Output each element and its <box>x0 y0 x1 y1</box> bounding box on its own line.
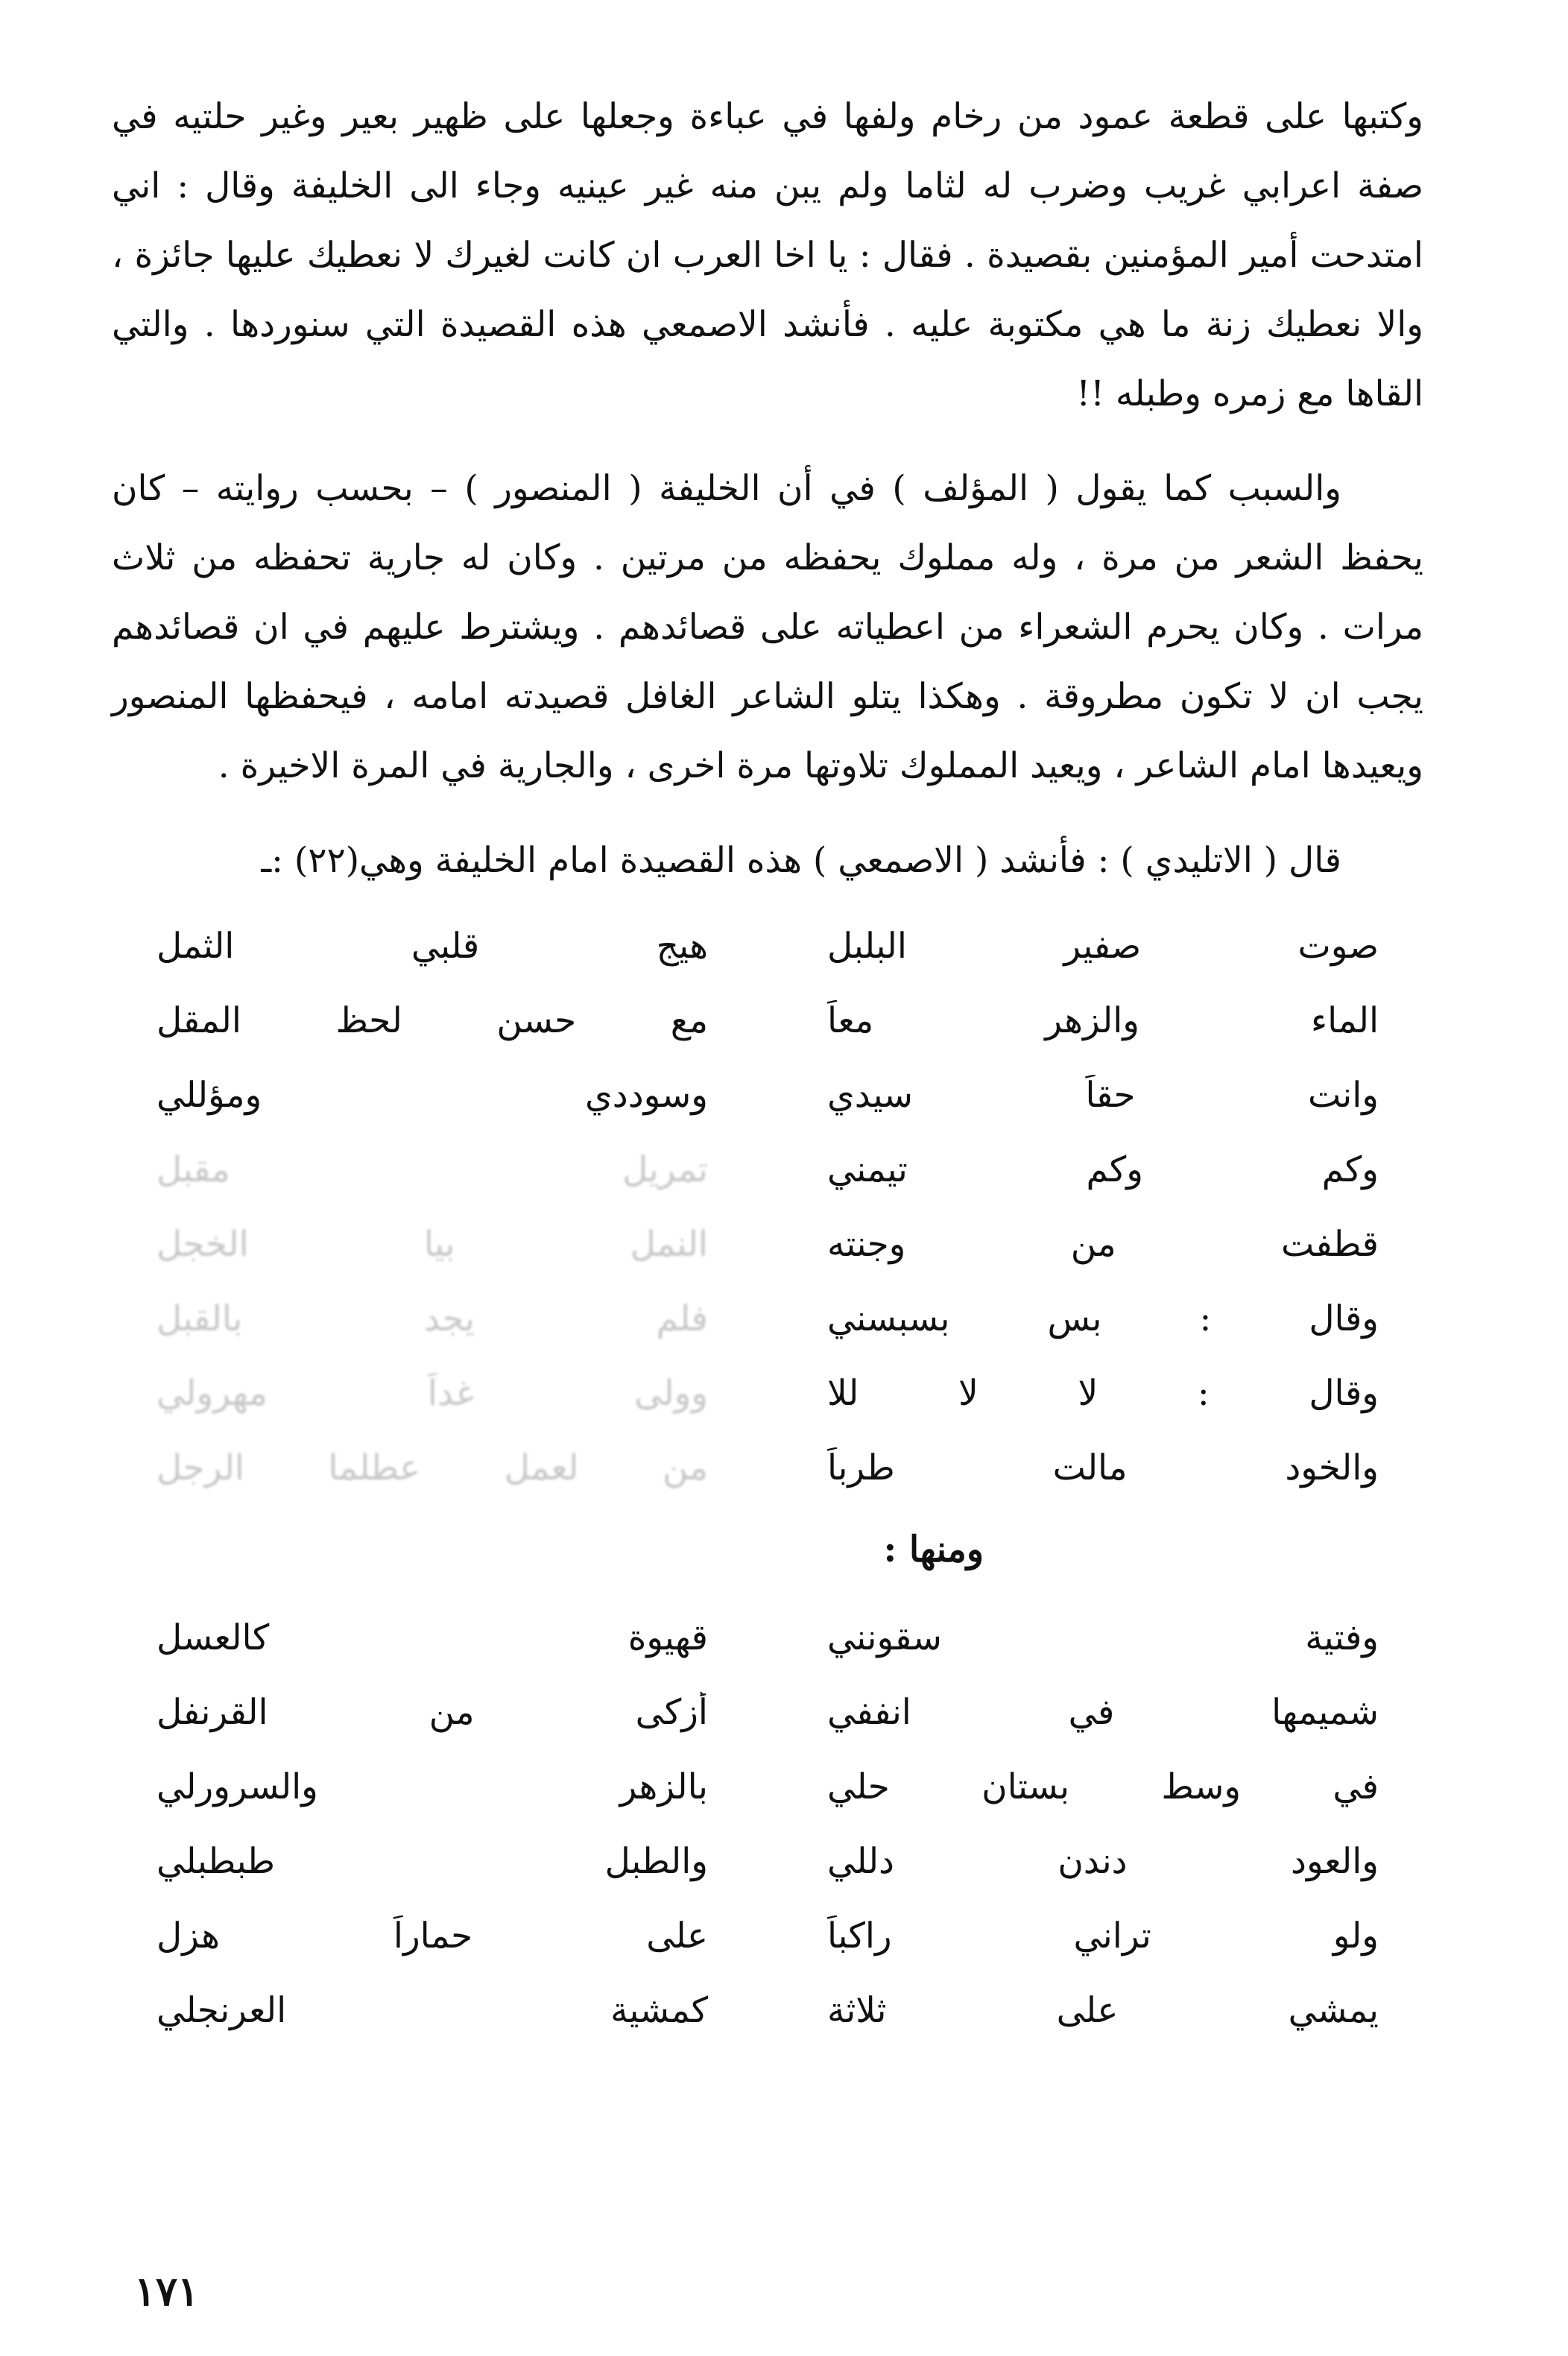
verse-first-hemistich: والعود دندن دللي <box>827 1840 1379 1882</box>
verse-first-hemistich: شميمها في انففي <box>827 1691 1379 1733</box>
verse-first-hemistich: قطفت من وجنته <box>827 1223 1379 1265</box>
paragraph-reason: والسبب كما يقول ( المؤلف ) في أن الخليفة ( المنصور ) – بحسب روايته – كان يحفظ الشعر من مرة ، وله مملوك يحفظه من مرتين . وكان له جارية تحفظه من ثلاث مرات . وكان يحرم الشعراء من اعطياته على قصائدهم . ويشترط عليهم في ان قصائدهم يجب ان لا تكون مطروقة . وهكذا يتلو الشاعر الغافل قصيدته امامه ، فيحفظها المنصور ويعيدها امام الشاعر ، ويعيد المملوك تلاوتها مرة اخرى ، والجارية في المرة الاخيرة . <box>112 468 1423 786</box>
verse-first-hemistich: ولو تراني راكباً <box>827 1915 1379 1957</box>
verse-first-hemistich: وفتية سقونني <box>827 1617 1379 1658</box>
verse-second-hemistich: وسوددي ومؤللي <box>157 1074 708 1116</box>
poem-verse <box>157 1675 1379 1749</box>
verse-second-hemistich-faded: فلم يجد بالقبل <box>157 1298 708 1339</box>
poem-verse <box>157 983 1379 1058</box>
verse-second-hemistich: بالزهر والسرورلي <box>157 1766 708 1807</box>
verse-second-hemistich: والطبل طبطبلي <box>157 1840 708 1882</box>
verse-first-hemistich: والخود مالت طرباً <box>827 1447 1379 1488</box>
verse-second-hemistich: أزكى من القرنفل <box>157 1691 708 1733</box>
poem-part-1 <box>157 909 1379 1505</box>
poem-verse <box>157 1356 1379 1430</box>
verse-second-hemistich: هيج قلبي الثمل <box>157 925 708 967</box>
poem-verse <box>157 1058 1379 1132</box>
verse-first-hemistich: صوت صفير البلبل <box>827 925 1379 967</box>
verse-second-hemistich-faded: تمريل مقبل <box>157 1149 708 1190</box>
verse-first-hemistich: يمشي على ثلاثة <box>827 1989 1379 2031</box>
verse-first-hemistich: وقال : بس بسبسني <box>827 1298 1379 1339</box>
verse-second-hemistich-faded: النمل بيا الخجل <box>157 1223 708 1265</box>
poem-verse <box>157 1600 1379 1675</box>
poem-verse <box>157 1207 1379 1281</box>
verse-first-hemistich: في وسط بستان حلي <box>827 1766 1379 1807</box>
poem-subheading: ومنها : <box>883 1529 984 1570</box>
verse-first-hemistich: وقال : لا لا للا <box>827 1372 1379 1414</box>
paragraph-caliph-story: وكتبها على قطعة عمود من رخام ولفها في عباءة وجعلها على ظهير بعير وغير حلتيه في صفة اعرابي غريب وضرب له لثاما ولم يبن منه غير عينيه وجاء الى الخليفة وقال : اني امتدحت أمير المؤمنين بقصيدة . فقال : يا اخا العرب ان كانت لغيرك لا نعطيك عليها جائزة ، والا نعطيك زنة ما هي مكتوبة عليه . فأنشد الاصمعي هذه القصيدة التي سنوردها . والتي القاها مع زمره وطبله !! <box>112 96 1423 414</box>
verse-second-hemistich-faded: وولى غداً مهرولي <box>157 1372 708 1414</box>
poem-part-2 <box>157 1600 1379 2047</box>
verse-first-hemistich: وانت حقاً سيدي <box>827 1074 1379 1116</box>
book-page <box>112 82 1423 2288</box>
verse-first-hemistich: الماء والزهر معاً <box>827 999 1379 1041</box>
verse-second-hemistich-faded: من لعمل عطلما الرجل <box>157 1447 708 1488</box>
poem-verse <box>157 1132 1379 1207</box>
page-number: ١٧١ <box>134 2267 200 2315</box>
verse-first-hemistich: وكم وكم تيمني <box>827 1149 1379 1190</box>
verse-second-hemistich: كمشية العرنجلي <box>157 1989 708 2031</box>
paragraph-recitation-intro: قال ( الاتليدي ) : فأنشد ( الاصمعي ) هذه القصيدة امام الخليفة وهي(٢٢) :ـ <box>261 840 1341 881</box>
verse-second-hemistich: مع حسن لحظ المقل <box>157 999 708 1041</box>
poem-verse <box>157 1898 1379 1973</box>
verse-second-hemistich: قهيوة كالعسل <box>157 1617 708 1658</box>
poem-verse <box>157 1430 1379 1505</box>
poem-verse <box>157 1973 1379 2047</box>
verse-second-hemistich: على حماراً هزل <box>157 1915 708 1957</box>
poem-verse <box>157 1824 1379 1898</box>
poem-verse <box>157 909 1379 983</box>
poem-verse <box>157 1281 1379 1356</box>
poem-verse <box>157 1749 1379 1824</box>
